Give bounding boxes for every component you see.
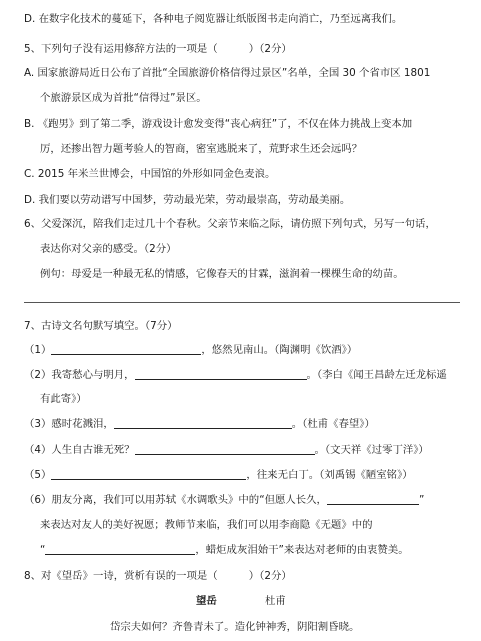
q5-stem: 5、下列句子没有运用修辞方法的一项是（ ）（2分） (24, 43, 292, 55)
q7-4-blank[interactable] (135, 443, 315, 455)
q7-item-5 (24, 468, 413, 482)
q6-stem-line1: 6、父爱深沉，陪我们走过几十个春秋。父亲节来临之际，请仿照下列句式，另写一句话， (24, 218, 436, 230)
q4-option-d: D. 在数字化技术的蔓延下，各种电子阅览器让纸版图书走向消亡，乃至远离我们。 (24, 13, 403, 25)
q5-option-c: C. 2015 年米兰世博会，中国馆的外形如同金色麦浪。 (24, 168, 276, 180)
q7-2-head: （2）我寄愁心与明月， (24, 369, 135, 381)
q7-3-blank[interactable] (114, 417, 292, 429)
q7-item-6-line3 (40, 543, 409, 557)
q7-6-head: （6）朋友分离，我们可以用苏轼《水调歌头》中的“但愿人长久， (24, 494, 327, 506)
q7-6-open-quote: “ (40, 544, 46, 556)
poem-line-1: 岱宗夫如何？齐鲁青未了。造化钟神秀，阴阳割昏晓。 (110, 621, 360, 633)
q7-6-blank-2[interactable] (45, 543, 195, 555)
q5-option-b-line1: B. 《跑男》到了第二季，游戏设计愈发变得“丧心病狂”了，不仅在体力挑战上变本加 (24, 118, 413, 130)
q7-6-tail: ，蜡炬成灰泪始干”来表达对老师的由衷赞美。 (195, 544, 409, 556)
q5-option-b-line2: 厉，还掺出智力题考验人的智商，密室逃脱来了，荒野求生还会远吗？ (40, 143, 363, 155)
q7-item-6 (24, 493, 424, 507)
q7-item-2 (24, 368, 447, 382)
q5-option-a-line1: A. 国家旅游局近日公布了首批“全国旅游价格信得过景区”名单，全国 30 个省市区 1801 (24, 67, 431, 79)
q7-item-2-cont: 有此寄》） (40, 393, 87, 405)
q7-item-3 (24, 417, 375, 431)
q5-option-a-line2: 个旅游景区成为首批“信得过”景区。 (40, 92, 207, 104)
poem-author: 杜甫 (265, 595, 286, 607)
q7-6-close-quote: ” (418, 494, 425, 506)
q7-5-tail: ，往来无白丁。（刘禹锡《陋室铭》） (246, 469, 413, 481)
q7-1-blank[interactable] (51, 343, 201, 355)
q6-stem-line2: 表达你对父亲的感受。（2分） (40, 243, 177, 255)
q7-4-head: （4）人生自古谁无死？ (24, 444, 135, 456)
q7-3-head: （3）感时花溅泪， (24, 418, 114, 430)
poem-title: 望岳 (196, 595, 217, 607)
q7-2-tail: 。（李白《闻王昌龄左迁龙标遥 (306, 369, 447, 381)
q7-2-blank[interactable] (135, 368, 307, 380)
q7-5-number: （5） (24, 469, 52, 481)
q5-option-d: D. 我们要以劳动谱写中国梦，劳动最光荣，劳动最崇高，劳动最美丽。 (24, 194, 351, 206)
q7-item-6-line2: 来表达对友人的美好祝愿；教师节来临，我们可以用李商隐《无题》中的 (40, 519, 373, 531)
q8-stem: 8、对《望岳》一诗，赏析有误的一项是（ ）（2分） (24, 570, 292, 582)
q7-stem: 7、古诗文名句默写填空。（7分） (24, 320, 178, 332)
q7-5-blank[interactable] (51, 468, 246, 480)
q7-1-number: （1） (24, 344, 52, 356)
answer-rule[interactable] (24, 302, 460, 303)
q7-6-blank-1[interactable] (327, 493, 419, 505)
q7-4-tail: 。（文天祥《过零丁洋》） (314, 444, 429, 456)
q7-item-4 (24, 443, 429, 457)
q7-item-1 (24, 343, 357, 357)
q7-3-tail: 。（杜甫《春望》） (291, 418, 375, 430)
q6-example: 例句：母爱是一种最无私的情感，它像春天的甘霖，滋润着一棵棵生命的幼苗。 (40, 268, 404, 280)
q7-1-tail: ，悠然见南山。（陶渊明《饮酒》） (201, 344, 358, 356)
